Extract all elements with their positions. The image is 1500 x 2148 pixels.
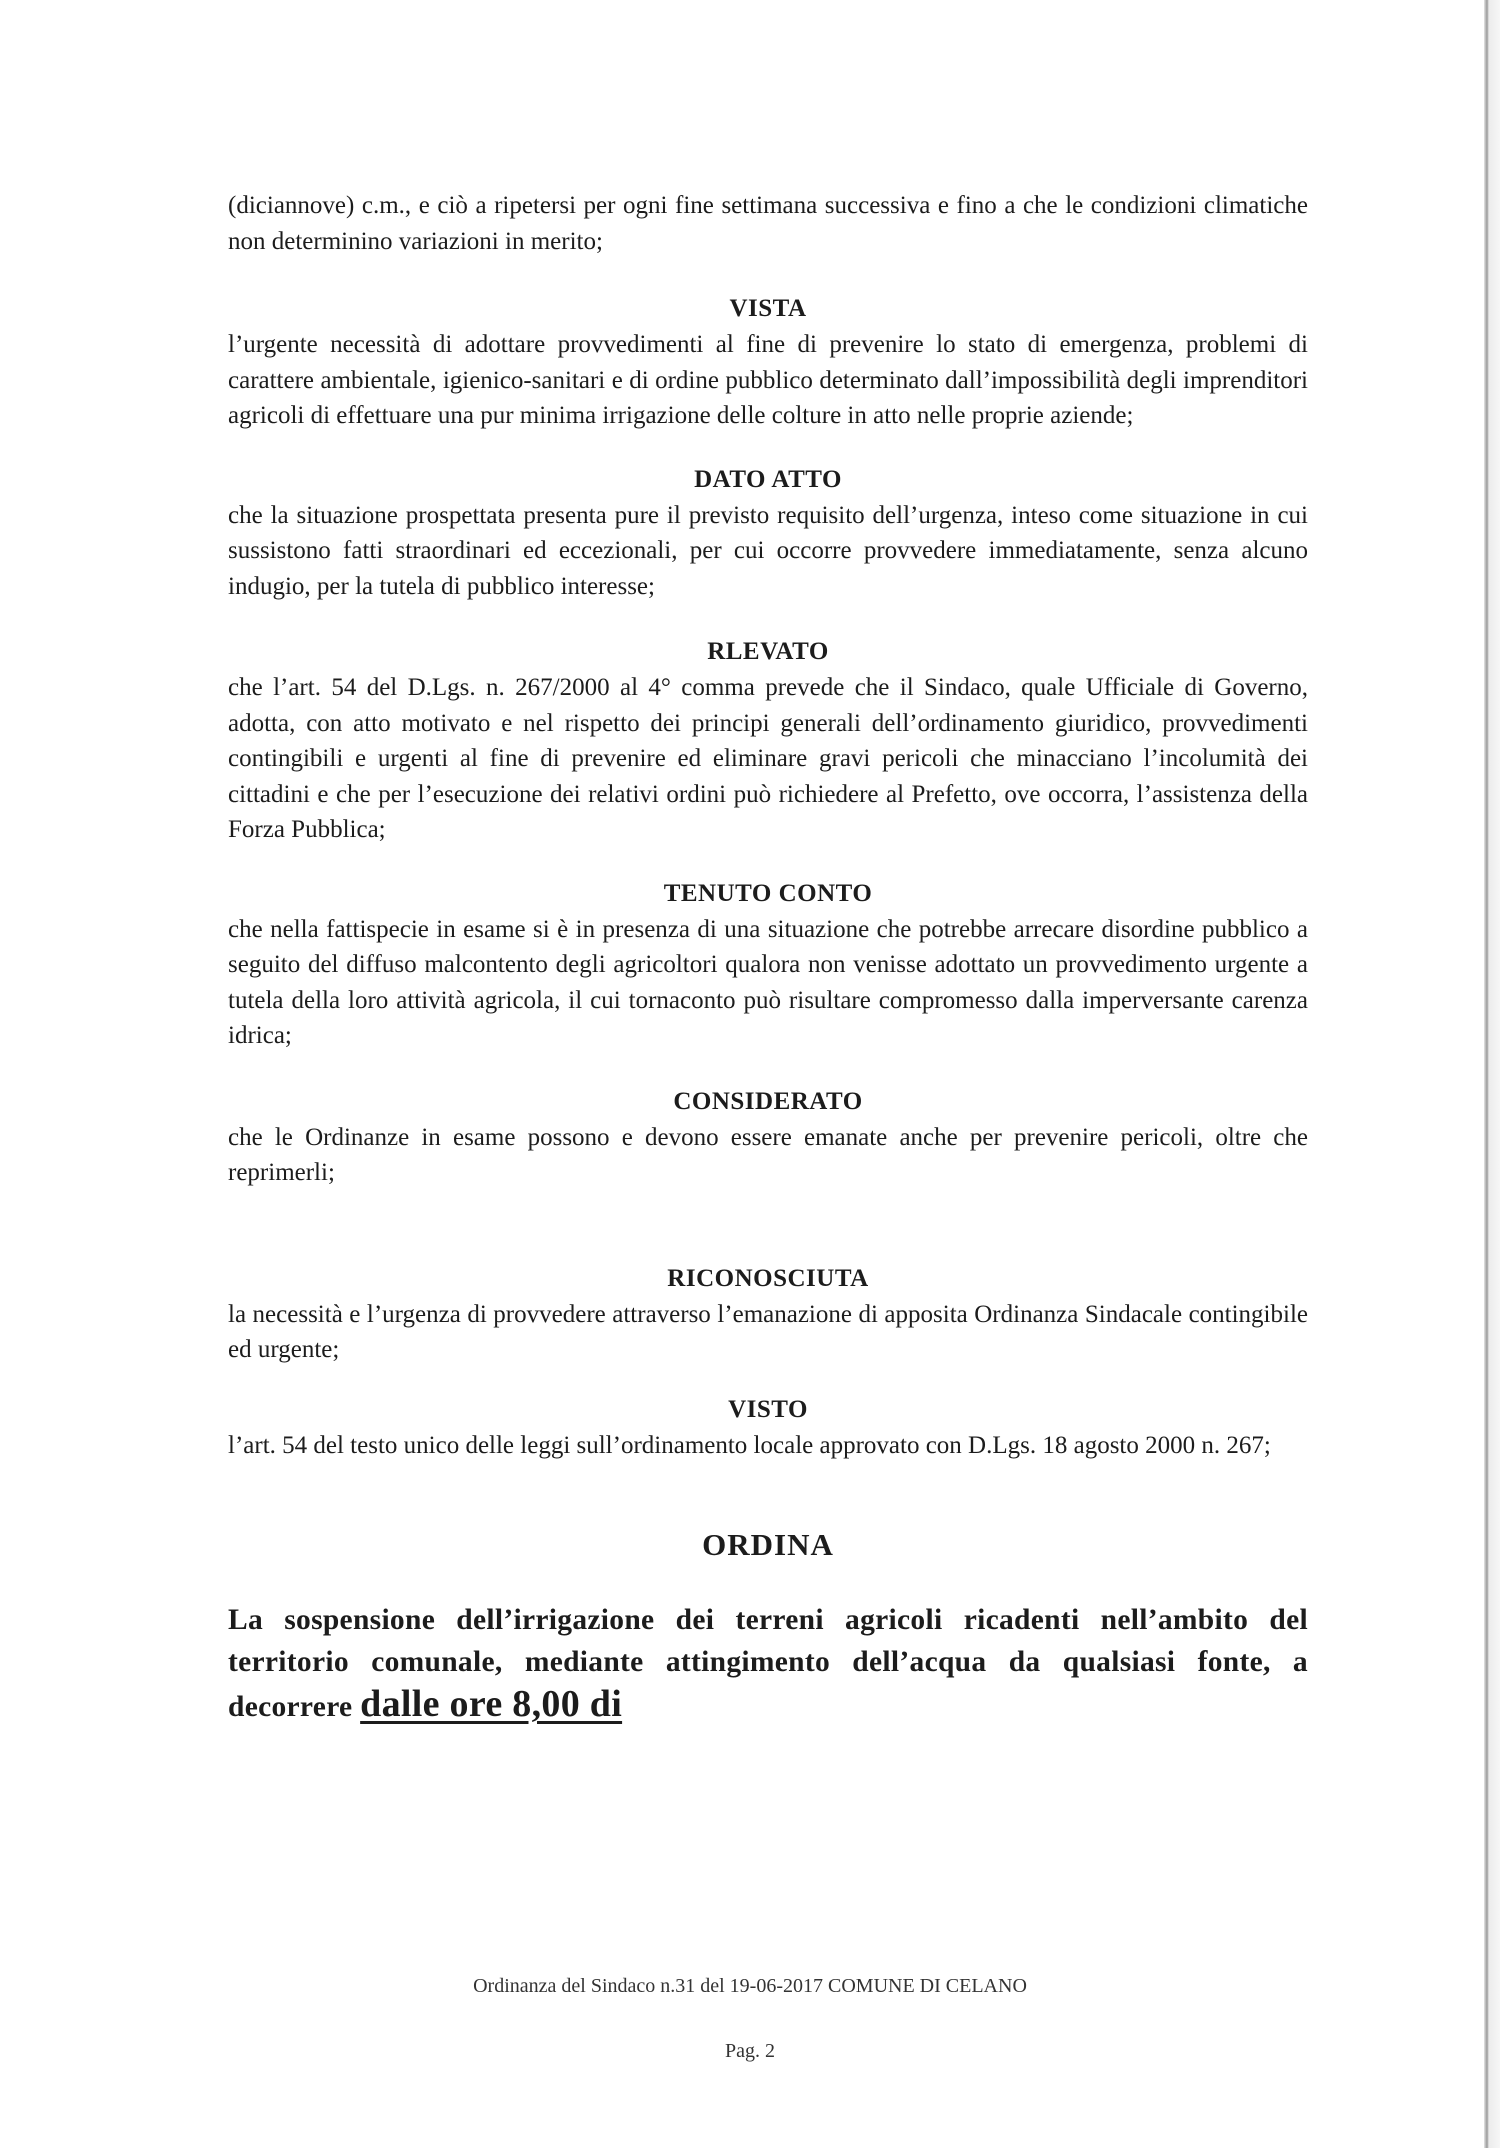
ordina-heading: ORDINA [702, 1527, 834, 1562]
section-visto [228, 1392, 1308, 1464]
ordina-section [228, 1525, 1308, 1728]
section-body: che nella fattispecie in esame si è in presenza di una situazione che potrebbe arrecare disordine pubblico a seguito del diffuso malcontento degli agricoltori qualora non venisse adottato un provvedimento urgente a tutela della loro attività agricola, il cui tornaconto può risultare compromesso dalla imperversante carenza idrica; [228, 915, 1308, 1049]
ordina-body [228, 1599, 1308, 1728]
section-heading: VISTA [729, 295, 807, 322]
section-heading: DATO ATTO [694, 465, 842, 493]
section-body: che l’art. 54 del D.Lgs. n. 267/2000 al 4° comma prevede che il Sindaco, quale Ufficiale di Governo, adotta, con atto motivato e nel rispetto dei principi generali dell’ordinamento giuridico, provvedimenti contingibili e urgenti al fine di prevenire ed eliminare gravi pericoli che minacciano l’incolumità dei cittadini e che per l’esecuzione dei relativi ordini può richiedere al Prefetto, ove occorra, l’assistenza della Forza Pubblica; [228, 674, 1308, 843]
ordina-text: La sospensione dell’irrigazione dei terreni agricoli ricadenti nell’ambito del territorio comunale, mediante attingimento dell’acqua da qualsiasi fonte, a decorrere [228, 1604, 1308, 1723]
section-heading: RLEVATO [707, 638, 829, 665]
intro-paragraph: (diciannove) c.m., e ciò a ripetersi per ogni fine settimana successiva e fino a che le condizioni climatiche non determinino variazioni in merito; [228, 192, 1308, 255]
document-body [228, 188, 1308, 1728]
section-body: la necessità e l’urgenza di provvedere attraverso l’emanazione di apposita Ordinanza Sindacale contingibile ed urgente; [228, 1300, 1308, 1363]
section-body: che le Ordinanze in esame possono e devono essere emanate anche per prevenire pericoli, oltre che reprimerli; [228, 1123, 1308, 1186]
section-dato-atto [228, 462, 1308, 605]
footer-reference: Ordinanza del Sindaco n.31 del 19-06-2017 COMUNE DI CELANO [473, 1975, 1027, 1997]
section-heading: TENUTO CONTO [663, 879, 873, 907]
ordina-emphasis: dalle ore 8,00 di [360, 1683, 623, 1725]
section-rilevato [228, 634, 1308, 848]
section-vista [228, 291, 1308, 434]
section-body: che la situazione prospettata presenta pure il previsto requisito dell’urgenza, inteso come situazione in cui sussistono fatti straordinari ed eccezionali, per cui occorre provvedere immediatamente, senza alcuno indugio, per la tutela di pubblico interesse; [228, 501, 1308, 600]
page-edge-shadow [1484, 0, 1500, 2148]
section-considerato [228, 1084, 1308, 1191]
page-number: Pag. 2 [725, 2040, 775, 2062]
section-heading: CONSIDERATO [673, 1087, 863, 1115]
section-heading: RICONOSCIUTA [667, 1264, 869, 1292]
section-tenuto-conto [228, 876, 1308, 1054]
section-heading: VISTO [728, 1395, 808, 1423]
section-body: l’urgente necessità di adottare provvedimenti al fine di prevenire lo stato di emergenza, problemi di carattere ambientale, igienico-sanitari e di ordine pubblico determinato dall’impossibilità degli imprenditori agricoli di effettuare una pur minima irrigazione delle colture in atto nelle proprie aziende; [228, 331, 1308, 429]
section-body: l’art. 54 del testo unico delle leggi sull’ordinamento locale approvato con D.Lgs. 18 agosto 2000 n. 267; [228, 1431, 1271, 1459]
section-riconosciuta [228, 1261, 1308, 1368]
